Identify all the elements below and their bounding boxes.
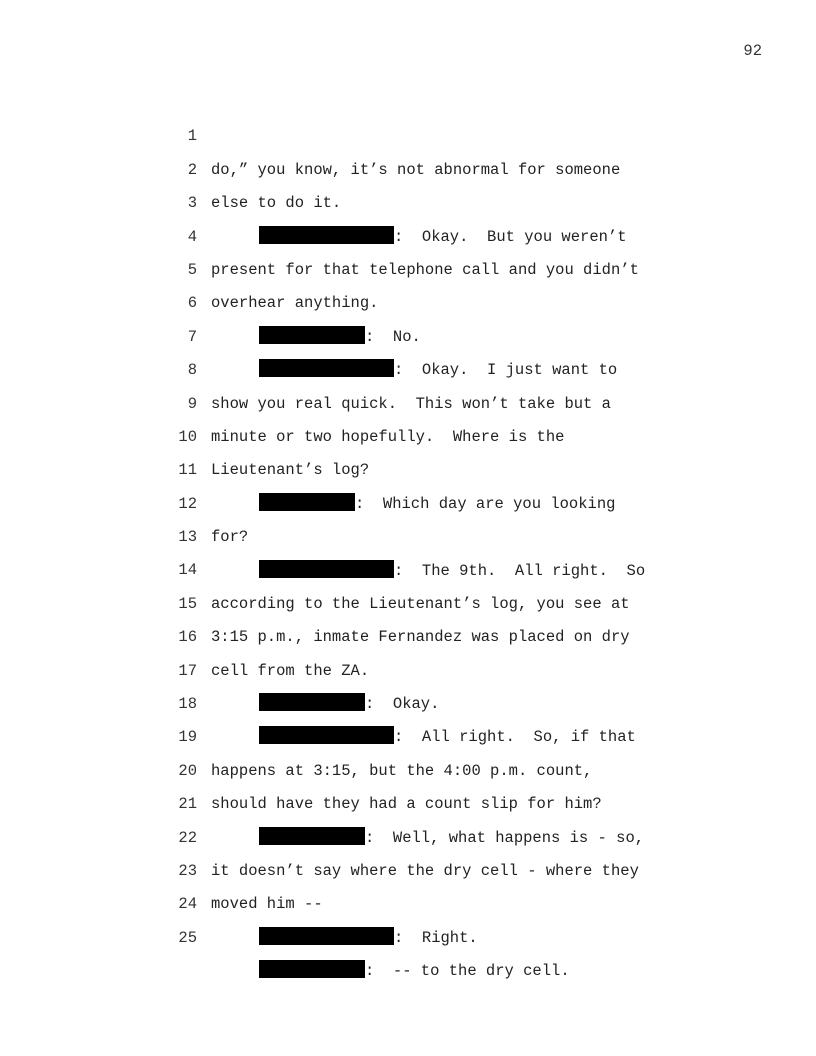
line-text: happens at 3:15, but the 4:00 p.m. count, — [211, 761, 593, 780]
line-text: do,” you know, it’s not abnormal for someone — [211, 160, 621, 179]
line-text: : Okay. But you weren’t — [394, 227, 627, 246]
line-text: for? — [211, 528, 249, 547]
line-text: minute or two hopefully. Where is the — [211, 427, 565, 446]
line-number: 19 — [178, 728, 197, 747]
line-text: show you real quick. This won’t take but a — [211, 394, 611, 413]
line-number: 4 — [187, 227, 197, 246]
line-number: 9 — [187, 394, 197, 413]
line-number: 16 — [178, 628, 197, 647]
line-number: 20 — [178, 761, 197, 780]
speaker-redaction — [259, 927, 394, 945]
line-text: according to the Lieutenant’s log, you see at — [211, 594, 630, 613]
line-text: : Well, what happens is - so, — [365, 828, 645, 847]
line-text: else to do it. — [211, 194, 342, 213]
speaker-redaction — [259, 960, 365, 978]
line-number: 2 — [187, 160, 197, 179]
line-text: present for that telephone call and you didn’t — [211, 260, 639, 279]
page-number: 92 — [743, 42, 762, 60]
line-text: : Which day are you looking — [355, 494, 616, 513]
transcript-body — [0, 87, 816, 981]
line-number: 17 — [178, 661, 197, 680]
line-text: Lieutenant’s log? — [211, 461, 370, 480]
line-text: : Okay. I just want to — [394, 361, 618, 380]
line-number: 14 — [178, 561, 197, 580]
line-text: overhear anything. — [211, 294, 379, 313]
line-number: 21 — [178, 795, 197, 814]
line-number: 18 — [178, 695, 197, 714]
line-number: 24 — [178, 895, 197, 914]
line-number: 23 — [178, 862, 197, 880]
line-text: : Okay. — [365, 695, 440, 714]
line-text: : All right. So, if that — [394, 728, 636, 747]
line-number: 15 — [178, 594, 197, 613]
line-number: 8 — [187, 361, 197, 380]
line-number: 1 — [187, 127, 197, 146]
line-number: 12 — [178, 494, 197, 513]
line-number: 13 — [178, 528, 197, 547]
line-number: 3 — [187, 194, 197, 213]
line-text: it doesn’t say where the dry cell - where they — [211, 862, 639, 881]
line-text: 3:15 p.m., inmate Fernandez was placed on dry — [211, 628, 630, 647]
line-text: should have they had a count slip for him? — [211, 795, 602, 814]
transcript-line — [0, 87, 816, 179]
line-number: 11 — [178, 461, 197, 480]
line-number: 7 — [187, 327, 197, 346]
line-text: : No. — [365, 327, 421, 346]
line-number: 6 — [187, 294, 197, 313]
line-text: : -- to the dry cell. — [365, 962, 570, 981]
line-text: : Right. — [394, 928, 478, 947]
line-text: : The 9th. All right. So — [394, 561, 646, 580]
line-number: 25 — [178, 928, 197, 947]
line-number: 5 — [187, 260, 197, 279]
line-number: 10 — [178, 427, 197, 446]
line-text: cell from the ZA. — [211, 661, 370, 680]
line-number: 22 — [178, 828, 197, 847]
line-text: moved him -- — [211, 895, 323, 914]
